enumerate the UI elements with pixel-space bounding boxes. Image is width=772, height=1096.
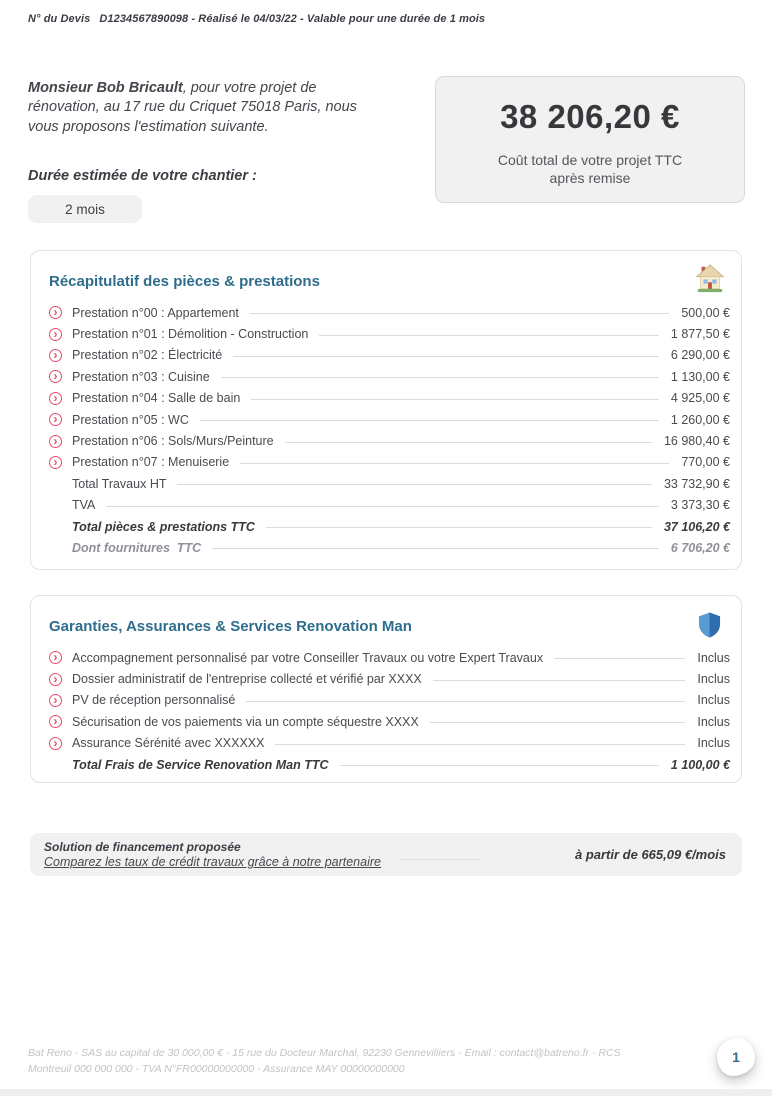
devis-number-value: D1234567890098 - Réalisé le 04/03/22 - Valable pour une durée de 1 mois [99, 13, 486, 25]
legal-footer [28, 1045, 668, 1078]
leader-line [221, 377, 659, 378]
total-row [49, 516, 730, 537]
row-label: Prestation n°02 : Électricité [72, 348, 223, 363]
financing-connector-line [399, 859, 480, 860]
financing-partner-link[interactable]: Comparez les taux de crédit travaux grâce à notre partenaire [44, 855, 381, 869]
total-row [49, 754, 730, 775]
intro-paragraph [28, 79, 368, 137]
bullet-spacer [49, 499, 62, 512]
row-value: 16 980,40 € [663, 434, 730, 449]
leader-line [212, 548, 659, 549]
row-label: PV de réception personnalisé [72, 693, 236, 708]
bullet-spacer [49, 477, 62, 490]
line-item-row [49, 409, 730, 430]
guarantees-card [30, 595, 742, 783]
chevron-circle-icon: › [49, 370, 62, 383]
row-label: Prestation n°07 : Menuiserie [72, 455, 230, 470]
leader-line [433, 680, 686, 681]
chevron-circle-icon: › [49, 328, 62, 341]
line-item-row [49, 302, 730, 323]
row-value: Inclus [697, 693, 730, 708]
page-number: 1 [732, 1049, 740, 1065]
line-item-row [49, 388, 730, 409]
line-item-row [49, 668, 730, 689]
row-label: Prestation n°04 : Salle de bain [72, 391, 241, 406]
row-label: Prestation n°06 : Sols/Murs/Peinture [72, 434, 274, 449]
duration-badge [28, 195, 142, 223]
row-value: 6 290,00 € [670, 348, 730, 363]
financing-title: Solution de financement proposée [44, 840, 241, 854]
chevron-circle-icon: › [49, 306, 62, 319]
duration-value: 2 mois [65, 201, 105, 217]
chevron-circle-icon: › [49, 392, 62, 405]
row-label: Accompagnement personnalisé par votre Conseiller Travaux ou votre Expert Travaux [72, 650, 544, 665]
chevron-circle-icon: › [49, 715, 62, 728]
row-value: 37 106,20 € [663, 519, 730, 534]
row-value: 3 373,30 € [670, 498, 730, 513]
leader-line [275, 744, 685, 745]
row-label: Dont fournitures TTC [72, 540, 202, 555]
house-icon [695, 264, 725, 299]
row-value: 1 130,00 € [670, 369, 730, 384]
row-label: Prestation n°00 : Appartement [72, 305, 239, 320]
row-value: Inclus [697, 714, 730, 729]
row-label: Total Frais de Service Renovation Man TTC [72, 757, 329, 772]
financing-panel [30, 833, 742, 876]
devis-number-label: N° du Devis [28, 13, 91, 25]
leader-line [319, 335, 659, 336]
row-value: Inclus [697, 650, 730, 665]
bullet-spacer [49, 758, 62, 771]
row-value: 6 706,20 € [670, 540, 730, 555]
chevron-circle-icon: › [49, 435, 62, 448]
leader-line [250, 313, 669, 314]
row-value: 1 877,50 € [670, 327, 730, 342]
page-number-badge [717, 1038, 755, 1076]
row-value: 1 100,00 € [670, 757, 730, 772]
row-label: Prestation n°01 : Démolition - Construction [72, 327, 309, 342]
line-item-row [49, 323, 730, 344]
row-value: 4 925,00 € [670, 391, 730, 406]
total-row [49, 537, 730, 558]
recap-title: Récapitulatif des pièces & prestations [49, 273, 320, 290]
line-item-row [49, 733, 730, 754]
line-item-row [49, 366, 730, 387]
row-label: Prestation n°03 : Cuisine [72, 369, 210, 384]
total-row [49, 473, 730, 494]
row-label: Prestation n°05 : WC [72, 412, 189, 427]
chevron-circle-icon: › [49, 737, 62, 750]
chevron-circle-icon: › [49, 651, 62, 664]
leader-line [554, 658, 685, 659]
leader-line [177, 484, 651, 485]
row-label: TVA [72, 498, 96, 513]
recap-card [30, 250, 742, 570]
total-row [49, 495, 730, 516]
bullet-spacer [49, 541, 62, 554]
row-label: Assurance Sérénité avec XXXXXX [72, 736, 265, 751]
line-item-row [49, 711, 730, 732]
total-cost-panel [435, 76, 745, 203]
total-caption [436, 151, 744, 188]
legal-footer-line2: Montreuil 000 000 000 - TVA N°FR00000000000 - Assurance MAY 00000000000 [28, 1063, 405, 1076]
leader-line [266, 527, 652, 528]
leader-line [200, 420, 659, 421]
financing-monthly-value: à partir de 665,09 €/mois [574, 847, 727, 862]
line-item-row [49, 452, 730, 473]
row-label: Total pièces & prestations TTC [72, 519, 255, 534]
row-label: Dossier administratif de l'entreprise collecté et vérifié par XXXX [72, 672, 422, 687]
recap-rows [49, 302, 730, 559]
chevron-circle-icon: › [49, 413, 62, 426]
leader-line [246, 701, 685, 702]
line-item-row [49, 430, 730, 451]
row-value: 500,00 € [681, 305, 730, 320]
guarantee-rows [49, 647, 730, 775]
chevron-circle-icon: › [49, 349, 62, 362]
total-amount: 38 206,20 € [500, 98, 680, 135]
leader-line [430, 722, 686, 723]
row-value: Inclus [697, 736, 730, 751]
duration-label: Durée estimée de votre chantier : [28, 168, 257, 184]
row-value: 770,00 € [681, 455, 730, 470]
shield-icon [698, 611, 721, 644]
row-value: Inclus [697, 672, 730, 687]
leader-line [285, 442, 652, 443]
row-label: Sécurisation de vos paiements via un compte séquestre XXXX [72, 714, 419, 729]
line-item-row [49, 647, 730, 668]
legal-footer-line1: Bat Reno - SAS au capital de 30 000,00 € - 15 rue du Docteur Marchal, 92230 Gennevilliers - Email : contact@batreno.fr - RCS [28, 1047, 621, 1059]
page-bottom-strip [0, 1089, 772, 1096]
leader-line [106, 506, 659, 507]
line-item-row [49, 690, 730, 711]
line-item-row [49, 345, 730, 366]
leader-line [240, 463, 669, 464]
client-name: Monsieur Bob Bricault [28, 80, 183, 96]
leader-line [251, 399, 659, 400]
leader-line [340, 765, 659, 766]
chevron-circle-icon: › [49, 456, 62, 469]
leader-line [233, 356, 659, 357]
devis-meta [28, 13, 485, 25]
bullet-spacer [49, 520, 62, 533]
chevron-circle-icon: › [49, 673, 62, 686]
row-label: Total Travaux HT [72, 476, 167, 491]
financing-text-block [44, 840, 381, 869]
total-caption-line2: après remise [549, 170, 631, 187]
chevron-circle-icon: › [49, 694, 62, 707]
guarantees-title: Garanties, Assurances & Services Renovation Man [49, 618, 412, 635]
row-value: 1 260,00 € [670, 412, 730, 427]
intro-text: , pour votre projet de rénovation, au 17 rue du Criquet 75018 Paris, nous vous proposons l'estimation suivante. [28, 80, 357, 135]
row-value: 33 732,90 € [663, 476, 730, 491]
total-caption-line1: Coût total de votre projet TTC [497, 152, 683, 168]
